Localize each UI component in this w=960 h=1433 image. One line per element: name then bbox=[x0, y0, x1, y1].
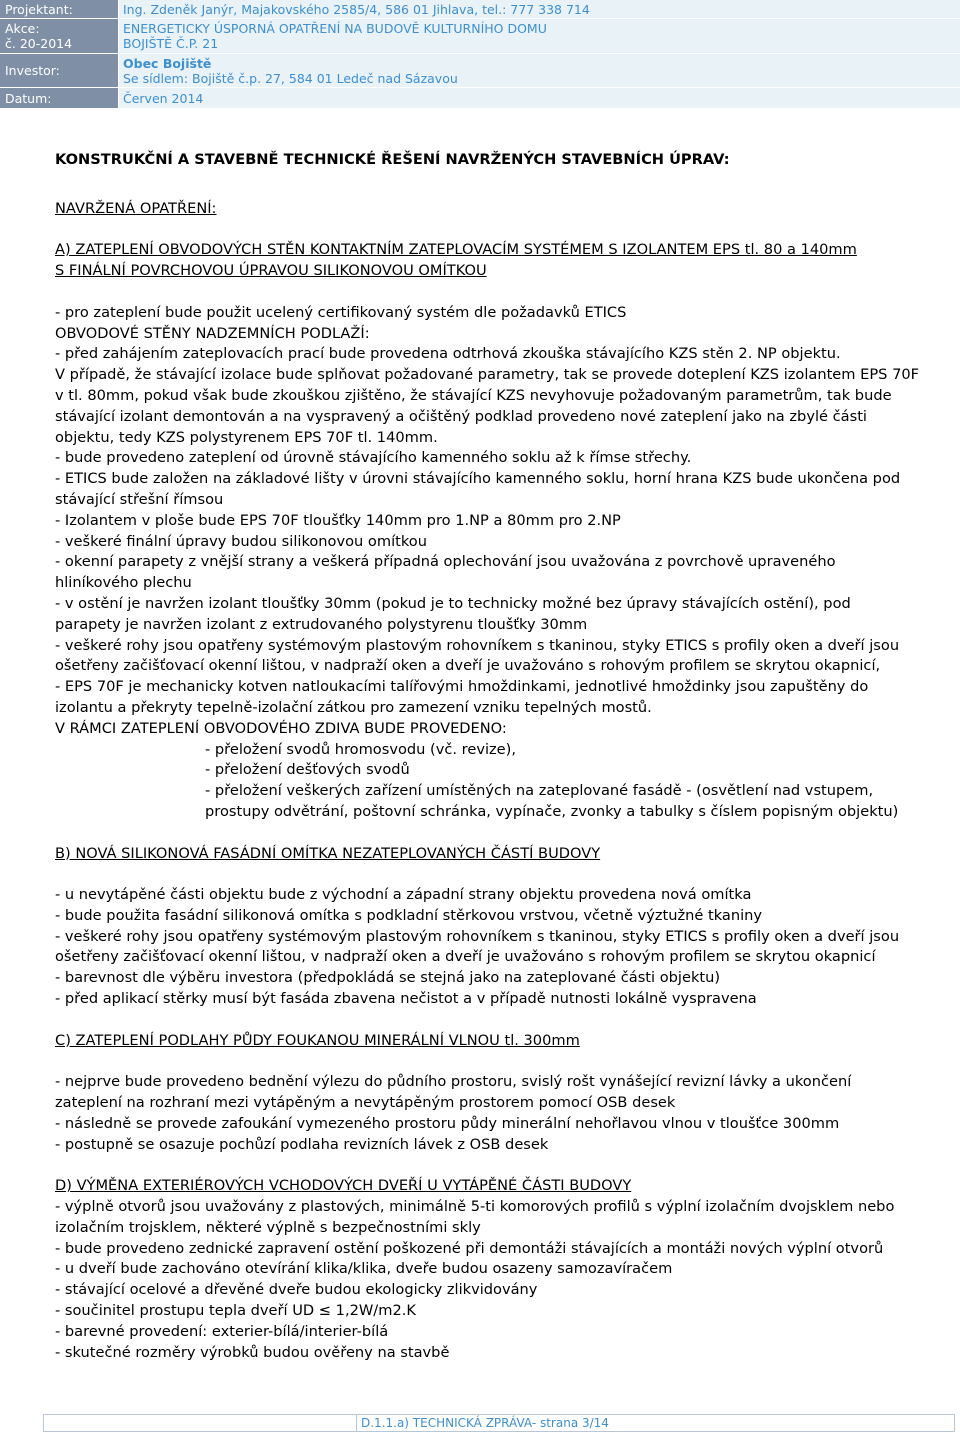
section-b-heading: B) NOVÁ SILIKONOVÁ FASÁDNÍ OMÍTKA NEZATEPLOVANÝCH ČÁSTÍ BUDOVY bbox=[55, 844, 601, 862]
header-row-akce bbox=[0, 19, 960, 54]
section-d bbox=[55, 1176, 950, 1363]
text-line: - barevné provedení: exterier-bílá/interier-bílá bbox=[55, 1322, 389, 1340]
spacer bbox=[55, 1155, 950, 1176]
text-line: - EPS 70F je mechanicky kotven natloukacími talířovými hmoždinkami, jednotlivé hmoždinky jsou zapuštěny do bbox=[55, 678, 869, 696]
subtitle: NAVRŽENÁ OPATŘENÍ: bbox=[55, 199, 217, 217]
text-line: - Izolantem v ploše bude EPS 70F tloušťky 140mm pro 1.NP a 80mm pro 2.NP bbox=[55, 511, 621, 529]
spacer bbox=[55, 1010, 950, 1031]
text-line: - stávající ocelové a dřevěné dveře budou ekologicky zlikvidovány bbox=[55, 1281, 538, 1299]
header-value-line: ENERGETICKY ÚSPORNÁ OPATŘENÍ NA BUDOVĚ KULTURNÍHO DOMU bbox=[123, 21, 547, 36]
section-b-lines bbox=[55, 885, 950, 1010]
text-line: - veškeré rohy jsou opatřeny systémovým plastovým rohovníkem s tkaninou, styky ETICS s profily oken a dveří jsou bbox=[55, 927, 900, 945]
section-a-lines bbox=[55, 303, 950, 740]
text-line: parapety je navržen izolant z extrudovaného polystyrenu tloušťky 30mm bbox=[55, 615, 588, 633]
header-label: Datum: bbox=[0, 88, 118, 108]
text-line: hliníkového plechu bbox=[55, 574, 192, 592]
text-line: - v ostění je navržen izolant tloušťky 30mm (pokud je to technicky možné bez úpravy stávajících ostění), pod bbox=[55, 594, 851, 612]
spacer bbox=[55, 864, 950, 885]
section-d-lines bbox=[55, 1197, 950, 1363]
text-line: - u nevytápěné části objektu bude z východní a západní strany objektu provedena nová omítka bbox=[55, 886, 752, 904]
text-line: OBVODOVÉ STĚNY NADZEMNÍCH PODLAŽÍ: bbox=[55, 324, 370, 342]
spacer bbox=[55, 191, 950, 199]
u-value-number: 1,2W/m2.K bbox=[331, 1302, 416, 1320]
header-value-line: Ing. Zdeněk Janýr, Majakovského 2585/4, 586 01 Jihlava, tel.: 777 338 714 bbox=[123, 1, 590, 17]
spacer bbox=[55, 220, 950, 241]
spacer bbox=[55, 1051, 950, 1072]
text-line: - skutečné rozměry výrobků budou ověřeny na stavbě bbox=[55, 1343, 450, 1361]
section-a-heading-cont: S FINÁLNÍ POVRCHOVOU ÚPRAVOU SILIKONOVOU OMÍTKOU bbox=[55, 262, 487, 280]
indented-list-item: - přeložení veškerých zařízení umístěných na zateplované fasádě - (osvětlení nad vstupem, bbox=[205, 782, 874, 800]
indented-list-item: prostupy odvětrání, poštovní schránka, vypínače, zvonky a tabulky s číslem popisným objektu) bbox=[205, 802, 899, 820]
header-row-investor bbox=[0, 54, 960, 88]
u-value-prefix: - součinitel prostupu tepla dveří UD bbox=[55, 1302, 319, 1320]
section-a-heading: A) ZATEPLENÍ OBVODOVÝCH STĚN KONTAKTNÍM ZATEPLOVACÍM SYSTÉMEM S IZOLANTEM EPS tl. 80 a 140mm bbox=[55, 241, 857, 259]
header-value bbox=[118, 54, 960, 87]
text-line: stávající střešní římsou bbox=[55, 490, 224, 508]
header-label: Investor: bbox=[0, 54, 118, 87]
text-line: - ETICS bude založen na základové lišty v úrovni stávajícího kamenného soklu, horní hrana KZS bude ukončena pod bbox=[55, 470, 901, 488]
section-c-heading: C) ZATEPLENÍ PODLAHY PŮDY FOUKANOU MINERÁLNÍ VLNOU tl. 300mm bbox=[55, 1031, 580, 1049]
page-footer bbox=[43, 1414, 955, 1432]
text-line: - bude provedeno zateplení od úrovně stávajícího kamenného soklu až k římse střechy. bbox=[55, 449, 692, 467]
text-line: - okenní parapety z vnější strany a veškerá případná oplechování jsou uvažována z povrchově upraveného bbox=[55, 553, 836, 571]
indented-list-item: - přeložení dešťových svodů bbox=[205, 761, 410, 779]
indented-list-item: - přeložení svodů hromosvodu (vč. revize), bbox=[205, 740, 516, 758]
text-line: - barevnost dle výběru investora (předpokládá se stejná jako na zateplované části objektu) bbox=[55, 969, 721, 987]
header-label-line: č. 20-2014 bbox=[5, 36, 73, 51]
footer-text: D.1.1.a) TECHNICKÁ ZPRÁVA- strana 3/14 bbox=[356, 1415, 609, 1431]
header-value-line: Červen 2014 bbox=[123, 90, 204, 106]
text-line: objektu, tedy KZS polystyrenem EPS 70F tl. 140mm. bbox=[55, 428, 438, 446]
text-line: - bude provedeno zednické zapravení ostění poškozené při demontáži stávajících a montáži nových výplní otvorů bbox=[55, 1239, 884, 1257]
less-or-equal-symbol: ≤ bbox=[318, 1302, 332, 1320]
text-line: - veškeré rohy jsou opatřeny systémovým plastovým rohovníkem s tkaninou, styky ETICS s profily oken a dveří jsou bbox=[55, 636, 900, 654]
u-value-line bbox=[55, 1301, 950, 1322]
text-line: stávající izolant demontován a na vyspravený a očištěný podklad provedeno nové zateplení jako na zbylé části bbox=[55, 407, 867, 425]
section-c bbox=[55, 1031, 950, 1156]
document-header bbox=[0, 0, 960, 108]
header-row-datum bbox=[0, 88, 960, 108]
text-line: V RÁMCI ZATEPLENÍ OBVODOVÉHO ZDIVA BUDE PROVEDENO: bbox=[55, 719, 507, 737]
text-line: - veškeré finální úpravy budou silikonovou omítkou bbox=[55, 532, 427, 550]
section-d-heading: D) VÝMĚNA EXTERIÉROVÝCH VCHODOVÝCH DVEŘÍ U VYTÁPĚNÉ ČÁSTI BUDOVY bbox=[55, 1177, 632, 1195]
header-label: Projektant: bbox=[0, 0, 118, 18]
text-line: ošetřeny začišťovací okenní lištou, v nadpraží oken a dveří je uvažováno s rohovým profilem se skrytou okapnicí bbox=[55, 948, 876, 966]
header-value bbox=[118, 88, 960, 108]
header-value-line: Obec Bojiště bbox=[123, 55, 212, 71]
spacer bbox=[55, 282, 950, 303]
section-c-lines bbox=[55, 1072, 950, 1155]
header-value bbox=[118, 0, 960, 18]
section-a-indented-list bbox=[55, 740, 950, 823]
text-line: - před zahájením zateplovacích prací bude provedena odtrhová zkouška stávajícího KZS stěn 2. NP objektu. bbox=[55, 345, 841, 363]
text-line: V případě, že stávající izolace bude splňovat požadované parametry, tak se provede doteplení KZS izolantem EPS 70F bbox=[55, 366, 920, 384]
page-title: KONSTRUKČNÍ A STAVEBNĚ TECHNICKÉ ŘEŠENÍ NAVRŽENÝCH STAVEBNÍCH ÚPRAV: bbox=[55, 151, 730, 168]
text-line: izolačním trojsklem, některé výplně s bezpečnostními skly bbox=[55, 1218, 481, 1236]
text-line: - výplně otvorů jsou uvažovány z plastových, minimálně 5-ti komorových profilů s výplní izolačním dvojsklem nebo bbox=[55, 1198, 895, 1216]
text-line: - následně se provede zafoukání vymezeného prostoru půdy minerální nehořlavou vlnou v tloušťce 300mm bbox=[55, 1114, 840, 1132]
header-value bbox=[118, 19, 960, 53]
text-line: - postupně se osazuje pochůzí podlaha revizních lávek z OSB desek bbox=[55, 1135, 549, 1153]
header-row-projektant bbox=[0, 0, 960, 19]
text-line: - před aplikací stěrky musí být fasáda zbavena nečistot a v případě nutnosti lokálně vyspravena bbox=[55, 990, 757, 1008]
text-line: ošetřeny začišťovací okenní lištou, v nadpraží oken a dveří je uvažováno s rohovým profilem se skrytou okapnicí, bbox=[55, 657, 881, 675]
spacer bbox=[55, 823, 950, 844]
header-value-line: Se sídlem: Bojiště č.p. 27, 584 01 Ledeč nad Sázavou bbox=[123, 70, 458, 86]
text-line: v tl. 80mm, pokud však bude zkouškou zjištěno, že stávající KZS nevyhovuje požadovaným parametrům, tak bude bbox=[55, 386, 892, 404]
text-line: - pro zateplení bude použit ucelený certifikovaný systém dle požadavků ETICS bbox=[55, 303, 627, 321]
text-line: - u dveří bude zachováno otevírání klika/klika, dveře budou osazeny samozavíračem bbox=[55, 1260, 673, 1278]
header-label bbox=[0, 19, 118, 53]
text-line: - nejprve bude provedeno bednění výlezu do půdního prostoru, svislý rošt vynášející revizní lávky a ukončení bbox=[55, 1073, 852, 1091]
section-a bbox=[55, 240, 950, 822]
text-line: zateplení na rozhraní mezi vytápěným a nevytápěným prostorem pomocí OSB desek bbox=[55, 1094, 676, 1112]
header-label-line: Akce: bbox=[5, 21, 40, 36]
document-body bbox=[55, 150, 950, 1363]
text-line: - bude použita fasádní silikonová omítka s podkladní stěrkovou vrstvou, včetně výztužné tkaniny bbox=[55, 906, 763, 924]
header-value-line: BOJIŠTĚ Č.P. 21 bbox=[123, 36, 219, 51]
section-b bbox=[55, 844, 950, 1010]
footer-left-cell bbox=[44, 1415, 356, 1431]
text-line: izolantu a překryty tepelně-izolační zátkou pro zamezení vzniku tepelných mostů. bbox=[55, 698, 652, 716]
